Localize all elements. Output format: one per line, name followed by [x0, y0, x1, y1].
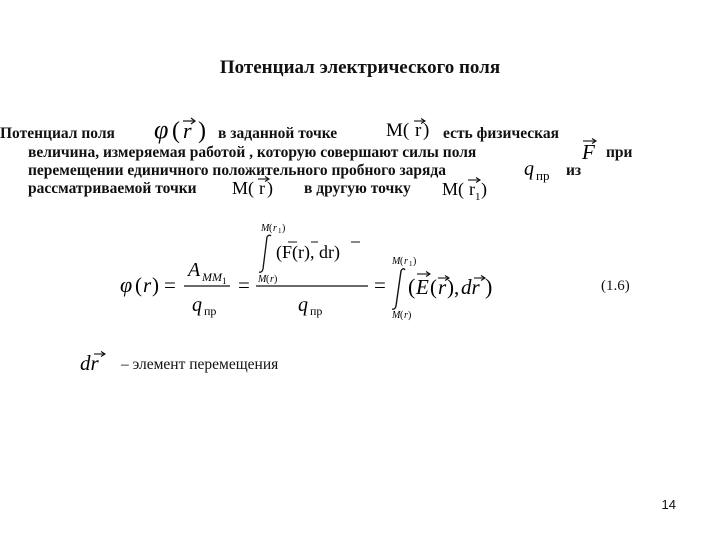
svg-text:r: r: [469, 179, 475, 199]
paragraph-line4-b: в другую точку: [304, 180, 411, 197]
svg-text:M(: M(: [232, 178, 254, 198]
paragraph-line3-a: перемещении единичного положительного пробного заряда: [28, 162, 447, 179]
paragraph-line2-a: величина, измеряемая работой , которую совершают силы поля: [28, 144, 477, 161]
svg-text:E: E: [416, 275, 429, 299]
svg-text:1: 1: [222, 276, 227, 286]
svg-text:M(: M(: [386, 120, 410, 141]
svg-text:): ): [282, 223, 286, 234]
svg-text:M: M: [392, 256, 401, 267]
svg-text:r: r: [143, 273, 152, 297]
point-m1-symbol: [442, 176, 490, 204]
svg-text:r: r: [404, 256, 408, 267]
potential-formula: [116, 214, 516, 324]
svg-text:M(: M(: [442, 179, 464, 199]
svg-text:): ): [423, 120, 430, 141]
point-m-symbol-2: [232, 174, 284, 200]
paragraph-line4-a: рассматриваемой точки: [28, 180, 197, 197]
svg-text:): ): [413, 256, 417, 267]
svg-text:dr: dr: [80, 351, 99, 375]
svg-text:): ): [267, 178, 273, 198]
svg-text:q: q: [298, 294, 308, 316]
svg-text:): ): [152, 273, 159, 297]
svg-text:q: q: [192, 294, 202, 316]
svg-text:F: F: [582, 140, 595, 164]
svg-text:M: M: [258, 274, 267, 285]
svg-text:φ: φ: [120, 272, 133, 297]
svg-text:пр: пр: [204, 304, 217, 318]
svg-text:(: (: [172, 118, 180, 144]
svg-text:): ): [274, 274, 278, 285]
svg-text:dr: dr: [461, 275, 480, 299]
svg-text:(F(r), dr): (F(r), dr): [276, 242, 340, 262]
svg-text:(: (: [408, 274, 416, 299]
svg-text:): ): [485, 274, 493, 299]
svg-text:пр: пр: [536, 168, 550, 183]
svg-text:q: q: [524, 158, 534, 180]
svg-text:(: (: [400, 310, 404, 321]
svg-text:(: (: [269, 223, 273, 234]
svg-text:r: r: [415, 120, 422, 141]
svg-text:=: =: [374, 273, 386, 297]
slide-title: Потенциал электрического поля: [219, 57, 501, 78]
svg-text:=: =: [238, 273, 250, 297]
svg-text:r: r: [404, 310, 408, 321]
displacement-symbol: [80, 348, 112, 378]
force-vector-symbol: [578, 136, 600, 164]
svg-text:r: r: [270, 274, 274, 285]
svg-text:r: r: [438, 275, 447, 299]
svg-text:): ): [198, 118, 206, 144]
svg-text:M: M: [261, 223, 270, 234]
svg-text:(: (: [266, 274, 270, 285]
point-m-symbol: [386, 116, 438, 144]
svg-text:(: (: [430, 275, 437, 299]
svg-text:A: A: [188, 259, 201, 281]
displacement-caption: – элемент перемещения: [121, 356, 279, 373]
svg-text:MM: MM: [202, 270, 222, 284]
svg-text:φ: φ: [154, 115, 169, 144]
formula-number: (1.6): [601, 278, 630, 294]
svg-text:1: 1: [409, 260, 413, 268]
svg-text:пр: пр: [310, 304, 323, 318]
svg-text:r: r: [183, 118, 192, 143]
paragraph-line1-c: есть физическая: [443, 125, 559, 142]
paragraph-line2-b: при: [606, 144, 633, 161]
svg-text:): ): [481, 179, 487, 199]
test-charge-symbol: [524, 158, 568, 184]
svg-text:(: (: [135, 273, 142, 297]
svg-text:): ): [408, 310, 412, 321]
svg-text:1: 1: [475, 191, 481, 203]
svg-text:),: ),: [447, 275, 460, 299]
paragraph-line1-a: Потенциал поля: [0, 125, 115, 142]
paragraph-line3-b: из: [566, 162, 582, 179]
paragraph-line1-b: в заданной точке: [218, 125, 338, 142]
svg-text:r: r: [273, 223, 277, 234]
svg-text:M: M: [392, 310, 401, 321]
svg-text:=: =: [164, 273, 176, 297]
svg-text:(: (: [400, 256, 404, 267]
page-number: 14: [661, 497, 676, 512]
svg-text:1: 1: [278, 227, 282, 235]
svg-text:r: r: [259, 178, 265, 198]
phi-of-r-symbol: [152, 112, 216, 146]
